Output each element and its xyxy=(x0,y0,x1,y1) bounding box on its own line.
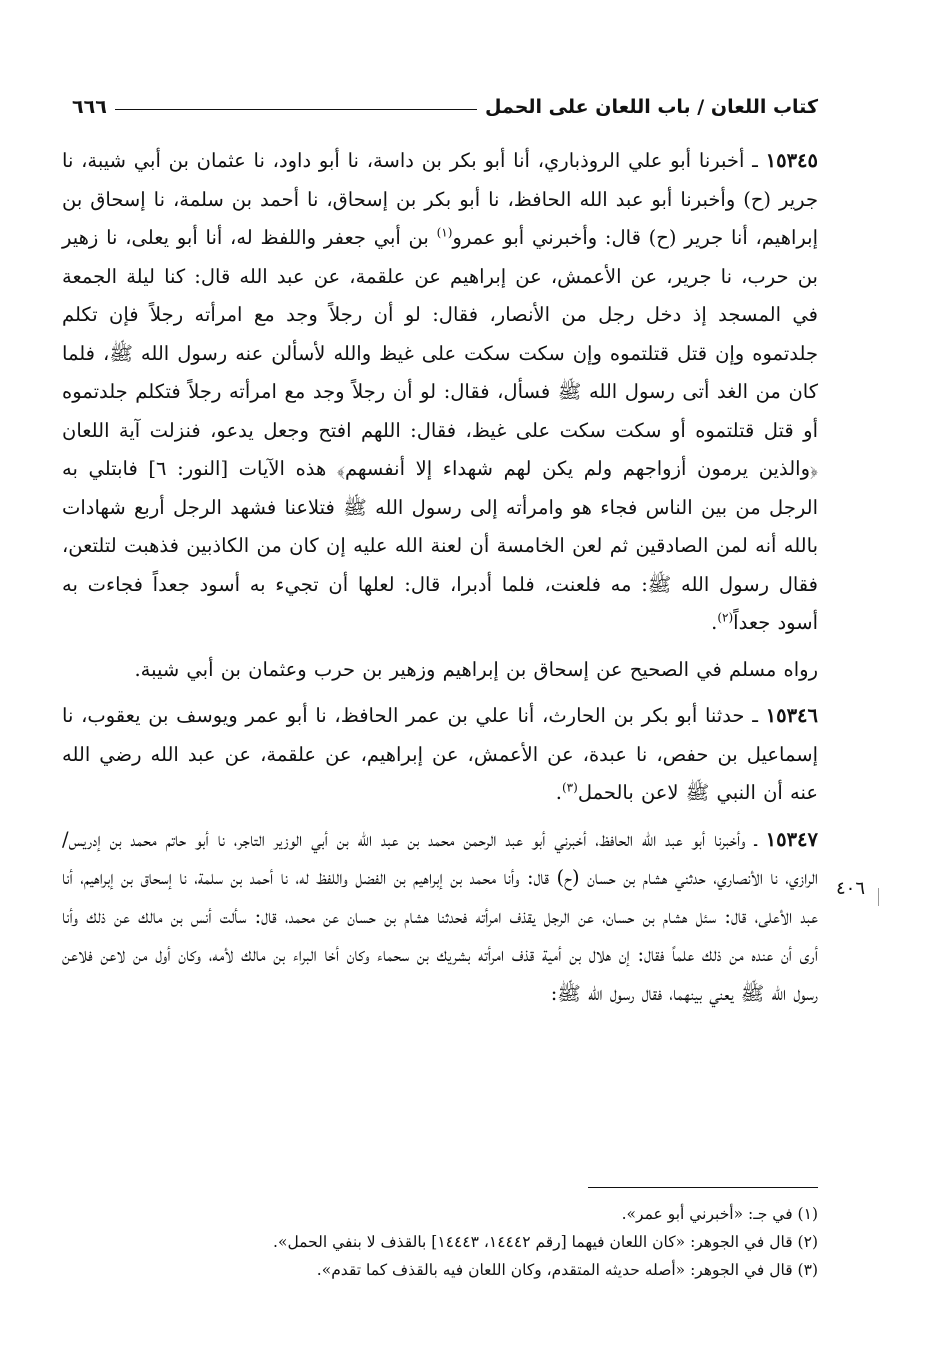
page-number: ٦٦٦ xyxy=(72,96,107,118)
footnote-3: (٣) قال في الجوهر: «أصله حديثه المتقدم، وكان اللعان فيه بالقذف كما تقدم». xyxy=(316,1261,818,1279)
paragraph-text-end: . xyxy=(711,611,718,634)
chapter-title: كتاب اللعان / باب اللعان على الحمل xyxy=(485,96,818,118)
hadith-number: ١٥٣٤٥ xyxy=(765,149,818,172)
paragraph-text-cont: بن أبي جعفر واللفظ له، أنا أبو يعلى، نا زهير بن حرب، نا جرير، عن الأعمش، عن إبراهيم عن علقمة، عن عبد الله قال: كنا ليلة الجمعة في المسجد إذ دخل رجل من الأنصار، فقال: لو أن رجلاً وجد مع امرأته رجلاً فإن تكلم جلدتموه وإن قتل قتلتموه وإن سكت سكت على غيظ والله لأسألن عنه رسول الله ﷺ، فلما كان من الغد أتى رسول الله ﷺ فسأل، فقال: لو أن رجلاً وجد مع امرأته رجلاً فتكلم جلدتموه أو قتل قتلتموه أو سكت سكت على غيظ، فقال: اللهم افتح وجعل يدعو، فنزلت آية اللعان ﴿والذين يرمون أزواجهم ولم يكن لهم شهداء إلا أنفسهم﴾ هذه الآيات [النور: ٦] فابتلي به الرجل من بين الناس فجاء هو وامرأته إلى رسول الله ﷺ فتلاعنا فشهد الرجل أربع شهادات بالله أنه لمن الصادقين ثم لعن الخامسة أن لعنة الله عليه إن كان من الكاذبين فذهبت لتلتعن، فقال رسول الله ﷺ: مه فلعنت، فلما أدبرا، قال: لعلها أن تجيء به أسود جعداً فجاءت به أسود جعداً xyxy=(62,226,818,634)
hadith-paragraph xyxy=(62,697,818,813)
hadith-paragraph xyxy=(62,821,818,1014)
hadith-number: ١٥٣٤٧ xyxy=(765,827,818,851)
footnote-marker: (٢) xyxy=(717,610,734,625)
footnote-marker: (٣) xyxy=(561,780,578,795)
header-rule xyxy=(115,109,477,110)
hadith-paragraph xyxy=(62,142,818,643)
paragraph-text: ـ حدثنا أبو بكر بن الحارث، أنا علي بن عمر الحافظ، نا أبو عمر ويوسف بن يعقوب، نا إسماعيل بن حفص، نا عبدة، عن الأعمش، عن إبراهيم، عن علقمة، عن عبد الله رضي الله عنه أن النبي ﷺ لاعن بالحمل xyxy=(62,704,818,804)
margin-page-reference: ٤٠٦ xyxy=(836,878,866,899)
running-header xyxy=(62,84,818,118)
paragraph-text: ـ وأخبرنا أبو عبد الله الحافظ، أخبرني أبو عبد الرحمن محمد بن عبد الله بن أبي الوزير التاجر، نا أبو حاتم محمد بن إدريس/ الرازي، نا الأنصاري، حدثني هشام بن حسان (ح) قال: وأنا محمد بن إبراهيم بن الفضل واللفظ له، نا أحمد بن سلمة، نا إسحاق بن إبراهيم، أنا عبد الأعلى، قال: سئل هشام بن حسان، عن الرجل يقذف امرأته فحدثنا هشام بن حسان عن محمد، قال: سألت أنس بن مالك عن ذلك وأنا أرى أن عنده من ذلك علماً فقال: إن هلال بن أمية قذف امرأته بشريك بن سحماء وكان أخا البراء بن مالك لأمه، وكان أول من لاعن فلاعن رسول الله ﷺ يعني بينهما، فقال رسول الله ﷺ: xyxy=(62,827,818,1005)
footnote-2: (٢) قال في الجوهر: «كان اللعان فيهما [رقم ١٤٤٤٢، ١٤٤٤٣] بالقذف لا بنفي الحمل». xyxy=(273,1233,818,1251)
footnote-1: (١) في جـ: «أخبرني أبو عمر». xyxy=(621,1205,818,1223)
paragraph-text-end: . xyxy=(555,781,562,804)
footnotes xyxy=(62,1200,818,1284)
paragraph-text: ـ أخبرنا أبو علي الروذباري، أنا أبو بكر بن داسة، نا أبو داود، نا عثمان بن أبي شيبة، نا جرير (ح) وأخبرنا أبو عبد الله الحافظ، نا أبو بكر بن إسحاق، نا أحمد بن سلمة، نا إسحاق بن إبراهيم، أنا جرير (ح) قال: وأخبرني أبو عمرو xyxy=(62,149,818,249)
main-text xyxy=(62,142,818,1013)
source-note-paragraph xyxy=(62,651,818,690)
footnote-separator xyxy=(588,1187,818,1188)
footnote-marker: (١) xyxy=(436,225,453,240)
paragraph-text: رواه مسلم في الصحيح عن إسحاق بن إبراهيم وزهير بن حرب وعثمان بن أبي شيبة. xyxy=(134,657,818,681)
margin-tick xyxy=(878,888,879,906)
hadith-number: ١٥٣٤٦ xyxy=(765,704,818,727)
